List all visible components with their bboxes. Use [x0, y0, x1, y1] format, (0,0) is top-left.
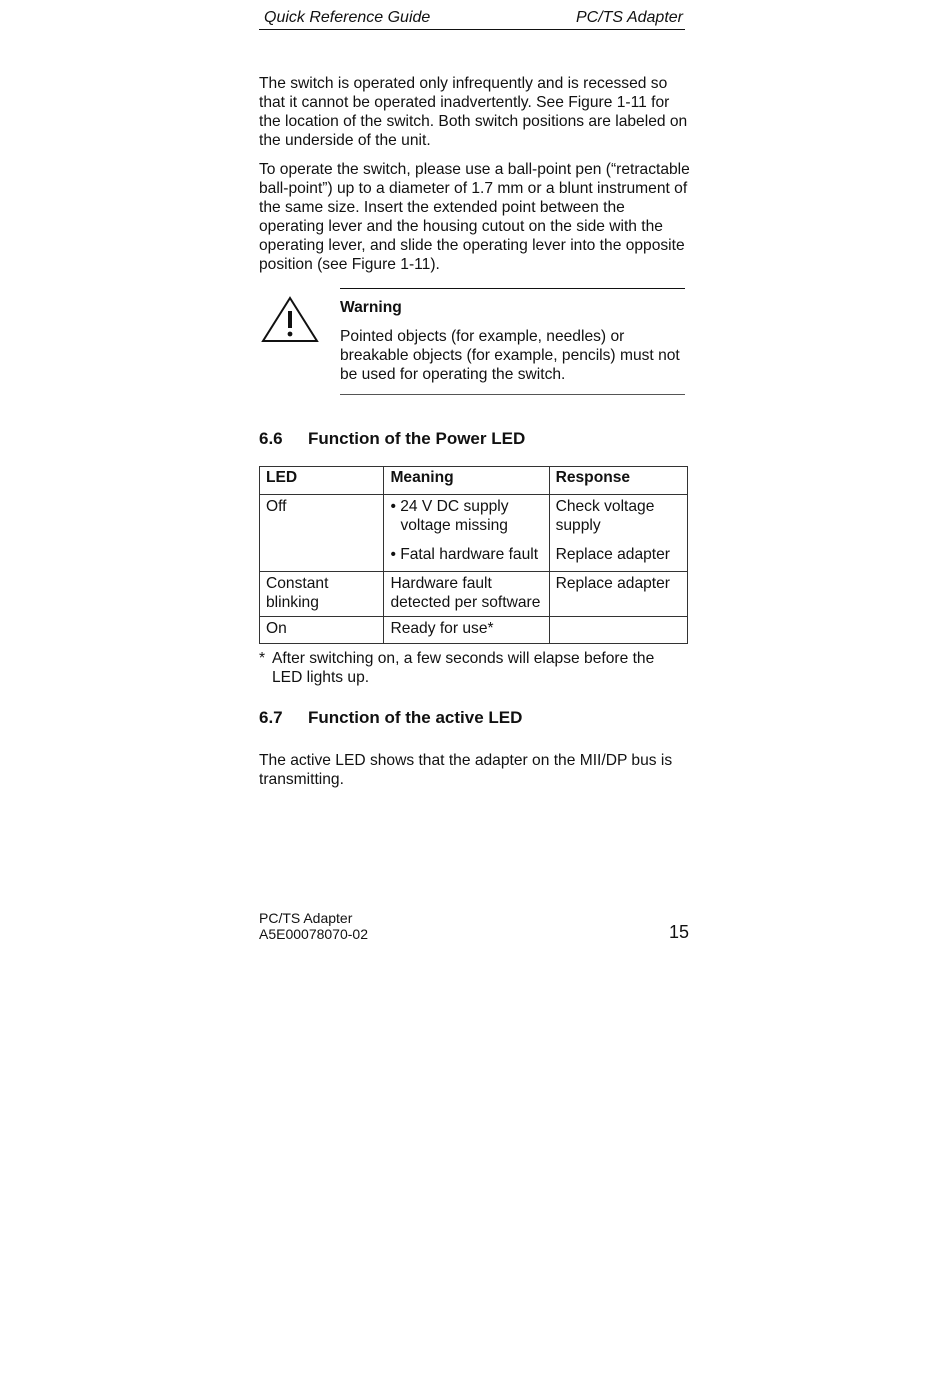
footer-document-info — [259, 910, 368, 942]
section-title: Function of the Power LED — [308, 429, 526, 448]
section-number: 6.6 — [259, 429, 283, 448]
cell-meaning — [384, 495, 549, 572]
footnote-text: After switching on, a few seconds will elapse before the LED lights up. — [272, 650, 655, 686]
paragraph-active-led: The active LED shows that the adapter on the MII/DP bus is transmitting. — [259, 752, 673, 788]
warning-title: Warning — [340, 299, 402, 316]
cell-led: Constant blinking — [260, 572, 384, 617]
footer-document-number: A5E00078070-02 — [259, 926, 368, 942]
paragraph-switch-operation: To operate the switch, please use a ball-point pen (“retractable ball-point”) up to a diameter of 1.7 mm or a blunt instrument of the same size. Insert the extended point between the operating lever and the housing cutout on the side with the operating lever, and slide the operating lever into the opposite position (see Figure 1-11). — [259, 161, 690, 273]
cell-meaning: Ready for use* — [384, 617, 549, 644]
warning-bottom-rule — [340, 394, 685, 395]
cell-response — [549, 617, 687, 644]
cell-led: On — [260, 617, 384, 644]
column-header-response: Response — [549, 467, 687, 495]
column-header-meaning: Meaning — [384, 467, 549, 495]
response-item: Check voltage supply — [555, 498, 655, 534]
section-number: 6.7 — [259, 708, 283, 727]
warning-triangle-icon — [261, 296, 319, 344]
header-guide-title: Quick Reference Guide — [264, 9, 431, 26]
page-number: 15 — [669, 922, 690, 942]
cell-response: Replace adapter — [549, 572, 687, 617]
meaning-item: • Fatal hardware fault — [390, 546, 539, 563]
table-header-row — [260, 467, 688, 495]
section-title: Function of the active LED — [308, 708, 523, 727]
meaning-item: • 24 V DC supply voltage missing — [390, 498, 509, 534]
paragraph-switch-description: The switch is operated only infrequently and is recessed so that it cannot be operated inadvertently. See Figure 1-11 for the location of the switch. Both switch positions are labeled on the underside of the unit. — [259, 75, 688, 149]
header-product-title: PC/TS Adapter — [575, 9, 683, 26]
cell-led: Off — [260, 495, 384, 572]
warning-top-rule — [340, 288, 685, 289]
cell-meaning: Hardware fault detected per software — [384, 572, 549, 617]
power-led-table — [259, 466, 688, 644]
column-header-led: LED — [260, 467, 384, 495]
table-row — [260, 617, 688, 644]
response-item: Replace adapter — [555, 546, 670, 563]
footnote-mark: * — [259, 650, 266, 667]
footer-product-name: PC/TS Adapter — [259, 910, 353, 926]
table-row — [260, 572, 688, 617]
running-header — [259, 8, 685, 30]
warning-text: Pointed objects (for example, needles) or breakable objects (for example, pencils) must not be used for operating the switch. — [340, 328, 680, 383]
cell-response — [549, 495, 687, 572]
table-row — [260, 495, 688, 572]
